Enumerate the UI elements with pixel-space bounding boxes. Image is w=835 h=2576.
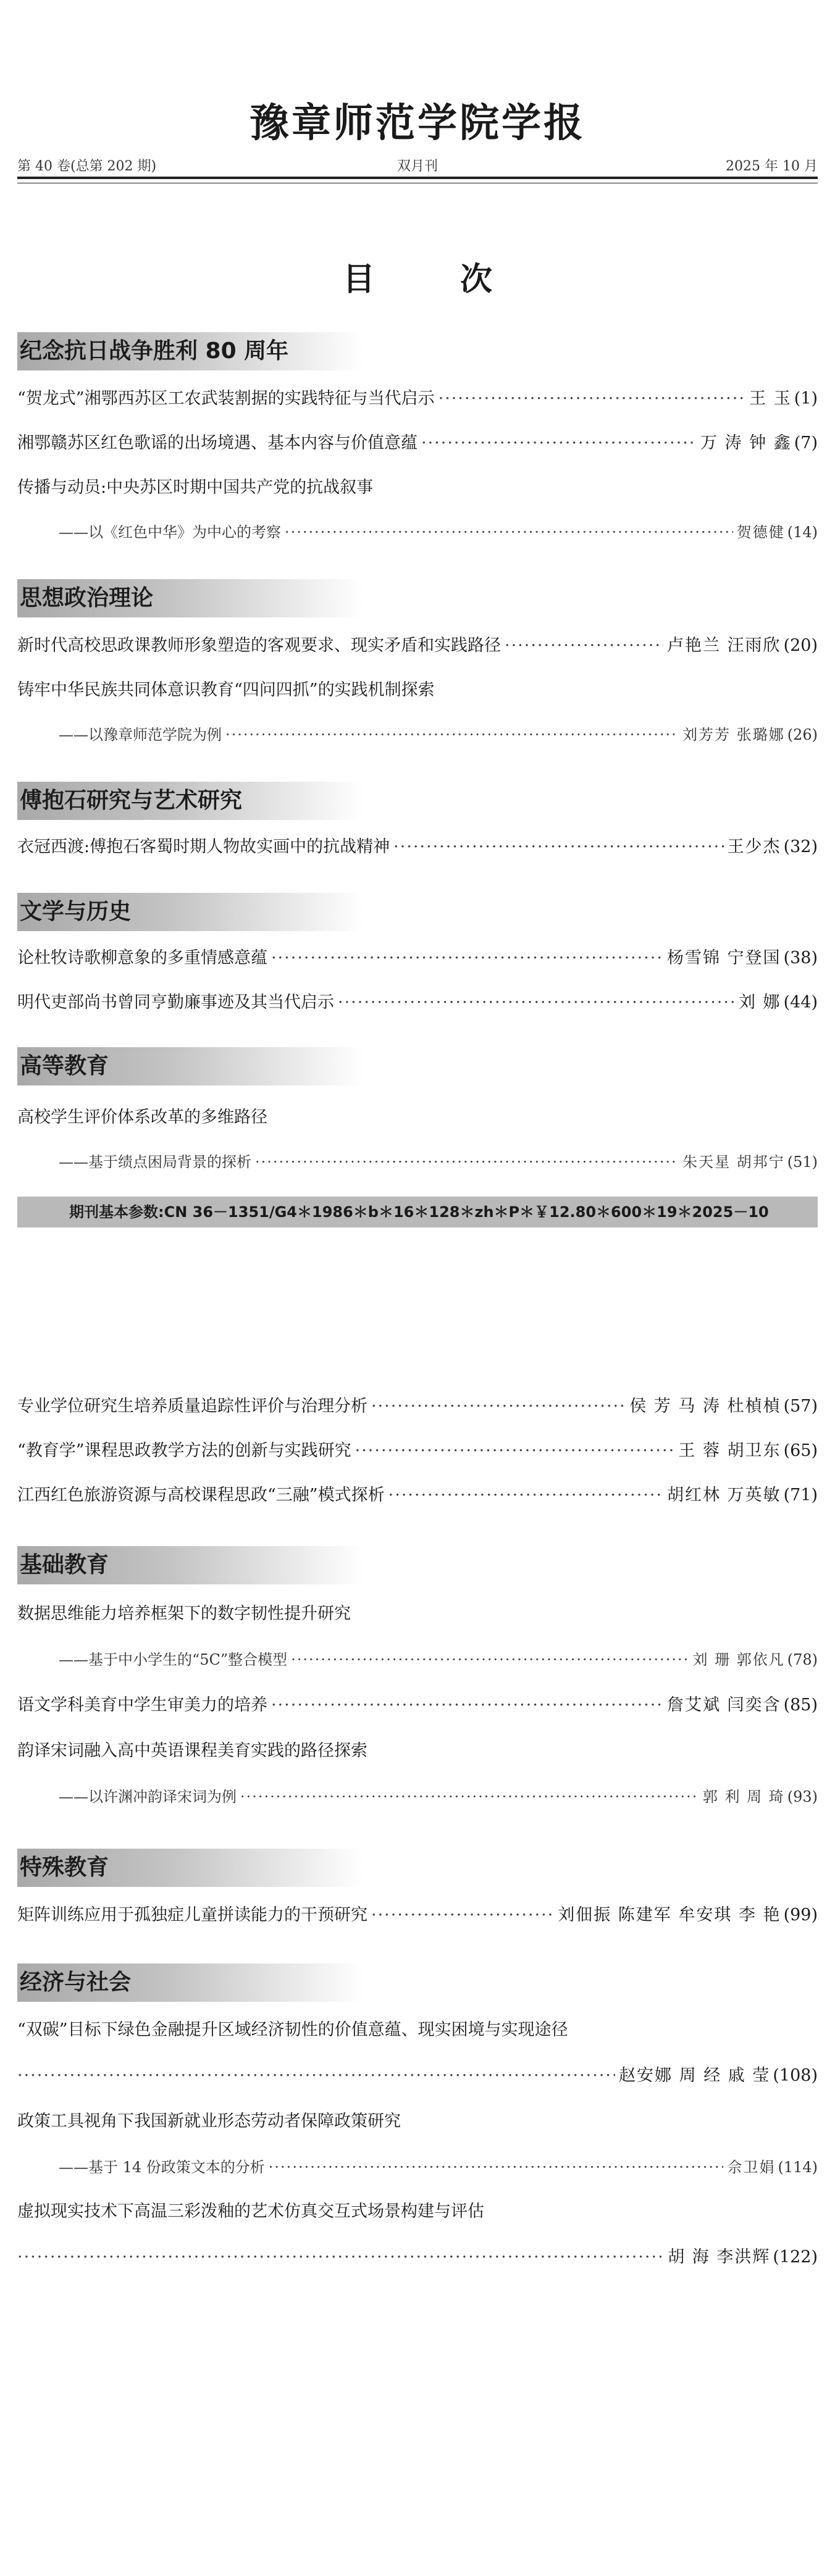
entry-title: “双碳”目标下绿色金融提升区域经济韧性的价值意蕴、现实困境与实现途径 [17, 2020, 568, 2039]
toc-entry[interactable] [17, 2018, 818, 2043]
header-rule-thick [17, 177, 818, 179]
toc-entry[interactable] [17, 1602, 818, 1626]
leader-dots [438, 387, 746, 411]
entry-subtitle: ——以许渊冲韵译宋词为例 [59, 1788, 237, 1805]
entry-title: 虚拟现实技术下高温三彩泼釉的艺术仿真交互式场景构建与评估 [17, 2202, 484, 2221]
toc-entry-subtitle[interactable] [59, 2155, 818, 2180]
toc-entry[interactable] [17, 678, 818, 703]
toc-entry[interactable] [17, 475, 818, 500]
leader-dots [17, 2064, 615, 2088]
leader-dots [371, 1394, 626, 1419]
toc-entry[interactable] [17, 835, 818, 859]
toc-entry-subtitle[interactable] [59, 520, 818, 545]
section-heading: 经济与社会 [17, 1963, 363, 2002]
leader-dots [421, 431, 697, 456]
entry-title: 明代吏部尚书曾同亨勤廉事迹及其当代启示 [17, 993, 334, 1012]
leader-dots [225, 722, 679, 747]
entry-page: (122) [773, 2248, 818, 2267]
entry-title: 江西红色旅游资源与高校课程思政“三融”模式探析 [17, 1486, 385, 1505]
section-heading: 纪念抗日战争胜利 80 周年 [17, 332, 363, 370]
entry-page: (78) [787, 1651, 818, 1668]
entry-authors: 卢艳兰 汪雨欣 [666, 636, 781, 655]
toc-entry-subtitle[interactable] [59, 1647, 818, 1672]
section-heading: 特殊教育 [17, 1849, 363, 1887]
entry-authors: 赵安娜 周 经 戚 莹 [619, 2066, 771, 2085]
toc-entry[interactable] [17, 2199, 818, 2224]
entry-page: (51) [787, 1153, 818, 1171]
leader-dots [271, 946, 663, 971]
entry-title: 铸牢中华民族共同体意识教育“四问四抓”的实践机制探索 [17, 680, 435, 700]
frequency-label: 双月刊 [397, 159, 438, 174]
entry-title: 衣冠西渡:傅抱石客蜀时期人物故实画中的抗战精神 [17, 837, 390, 856]
toc-entry[interactable] [17, 2109, 818, 2134]
entry-title: 湘鄂赣苏区红色歌谣的出场境遇、基本内容与价值意蕴 [17, 433, 418, 453]
entry-title: 语文学科美育中学生审美力的培养 [17, 1696, 267, 1715]
leader-dots [269, 2155, 724, 2180]
entry-page: (38) [783, 948, 818, 968]
entry-subtitle: ——以豫章师范学院为例 [59, 726, 222, 743]
toc-entry[interactable] [17, 1903, 818, 1928]
leader-dots [17, 2245, 664, 2270]
toc-entry-subtitle[interactable] [59, 722, 818, 747]
entry-authors: 胡 海 李洪辉 [668, 2248, 771, 2267]
entry-title: 数据思维能力培养框架下的数字韧性提升研究 [17, 1604, 351, 1623]
entry-title: 传播与动员:中央苏区时期中国共产党的抗战叙事 [17, 478, 374, 497]
section-heading: 思想政治理论 [17, 579, 363, 617]
entry-page: (32) [783, 837, 818, 856]
leader-dots [285, 520, 733, 545]
entry-title: 高校学生评价体系改革的多维路径 [17, 1108, 267, 1127]
entry-page: (85) [783, 1696, 818, 1715]
toc-entry[interactable] [17, 387, 818, 411]
entry-title: 专业学位研究生培养质量追踪性评价与治理分析 [17, 1397, 367, 1416]
toc-entry[interactable] [17, 990, 818, 1015]
toc-entry-subtitle[interactable] [59, 1150, 818, 1174]
leader-dots [240, 1784, 699, 1809]
entry-title: 论杜牧诗歌柳意象的多重情感意蕴 [17, 948, 267, 968]
entry-authors: 万 涛 钟 鑫 [700, 433, 792, 453]
entry-title: 矩阵训练应用于孤独症儿童拼读能力的干预研究 [17, 1905, 367, 1925]
entry-page: (7) [794, 433, 818, 453]
entry-authors: 杨雪锦 宁登国 [666, 948, 781, 968]
entry-title: 新时代高校思政课教师形象塑造的客观要求、现实矛盾和实践路径 [17, 636, 501, 655]
leader-dots [255, 1150, 679, 1174]
leader-dots [355, 1439, 675, 1463]
toc-entry[interactable] [17, 1394, 818, 1419]
leader-dots [393, 835, 723, 859]
toc-entry[interactable] [17, 1693, 818, 1718]
entry-subtitle: ——基于 14 份政策文本的分析 [59, 2159, 265, 2176]
entry-authors: 王少杰 [727, 837, 781, 856]
entry-page: (26) [787, 726, 818, 743]
entry-title: “贺龙式”湘鄂西苏区工农武装割据的实践特征与当代启示 [17, 389, 435, 408]
toc-entry-subtitle[interactable] [59, 1784, 818, 1809]
toc-entry[interactable] [17, 946, 818, 971]
entry-authors: 侯 芳 马 涛 杜楨楨 [629, 1397, 781, 1416]
entry-authors: 郭 利 周 琦 [702, 1788, 785, 1805]
leader-dots [371, 1903, 554, 1928]
entry-title: 政策工具视角下我国新就业形态劳动者保障政策研究 [17, 2112, 401, 2131]
leader-dots [338, 990, 735, 1015]
section-heading: 文学与历史 [17, 893, 363, 931]
entry-authors: 王 玉 [749, 389, 792, 408]
entry-page: (57) [783, 1397, 818, 1416]
entry-page: (108) [773, 2066, 818, 2085]
entry-subtitle: ——基于中小学生的“5C”整合模型 [59, 1651, 288, 1668]
entry-authors: 刘 珊 郭依凡 [692, 1651, 785, 1668]
toc-entry-continuation[interactable] [17, 2064, 818, 2088]
entry-authors: 佘卫娟 [727, 2159, 776, 2176]
toc-entry-continuation[interactable] [17, 2245, 818, 2270]
toc-entry[interactable] [17, 431, 818, 456]
toc-entry[interactable] [17, 1739, 818, 1763]
issue-date: 2025 年 10 月 [726, 159, 818, 174]
journal-params-bar: 期刊基本参数:CN 36－1351/G4＊1986＊b＊16＊128＊zh＊P＊￥12.80＊600＊19＊2025－10 [17, 1197, 818, 1227]
journal-title: 豫章师范学院学报 [250, 100, 585, 146]
entry-title: 韵译宋词融入高中英语课程美育实践的路径探索 [17, 1741, 367, 1760]
entry-authors: 刘芳芳 张璐娜 [682, 726, 785, 743]
toc-entry[interactable] [17, 1483, 818, 1508]
leader-dots [505, 634, 663, 658]
leader-dots [388, 1483, 663, 1508]
entry-page: (1) [794, 389, 818, 408]
entry-authors: 刘佃振 陈建军 牟安琪 李 艳 [558, 1905, 781, 1925]
toc-entry[interactable] [17, 1105, 818, 1130]
entry-authors: 朱天星 胡邦宁 [682, 1153, 785, 1171]
entry-authors: 胡红林 万英敏 [666, 1486, 781, 1505]
entry-page: (114) [778, 2159, 818, 2176]
entry-page: (20) [783, 636, 818, 655]
entry-page: (44) [783, 993, 818, 1012]
entry-authors: 王 蓉 胡卫东 [678, 1441, 781, 1460]
entry-title: “教育学”课程思政教学方法的创新与实践研究 [17, 1441, 351, 1460]
volume-label: 第 40 卷(总第 202 期) [17, 159, 157, 174]
entry-page: (93) [787, 1788, 818, 1805]
entry-page: (65) [783, 1441, 818, 1460]
leader-dots [271, 1693, 663, 1718]
toc-entry[interactable] [17, 1439, 818, 1463]
entry-page: (71) [783, 1486, 818, 1505]
section-heading: 基础教育 [17, 1546, 363, 1584]
entry-subtitle: ——以《红色中华》为中心的考察 [59, 524, 281, 541]
entry-subtitle: ——基于绩点困局背景的探析 [59, 1153, 251, 1171]
entry-page: (99) [783, 1905, 818, 1925]
entry-page: (14) [787, 524, 818, 541]
entry-authors: 刘 娜 [738, 993, 781, 1012]
entry-authors: 贺德健 [736, 524, 785, 541]
toc-entry[interactable] [17, 634, 818, 658]
leader-dots [291, 1647, 689, 1672]
section-heading: 傅抱石研究与艺术研究 [17, 782, 363, 820]
entry-authors: 詹艾斌 闫奕含 [666, 1696, 781, 1715]
section-heading: 高等教育 [17, 1047, 363, 1085]
toc-title: 目 次 [342, 261, 530, 298]
